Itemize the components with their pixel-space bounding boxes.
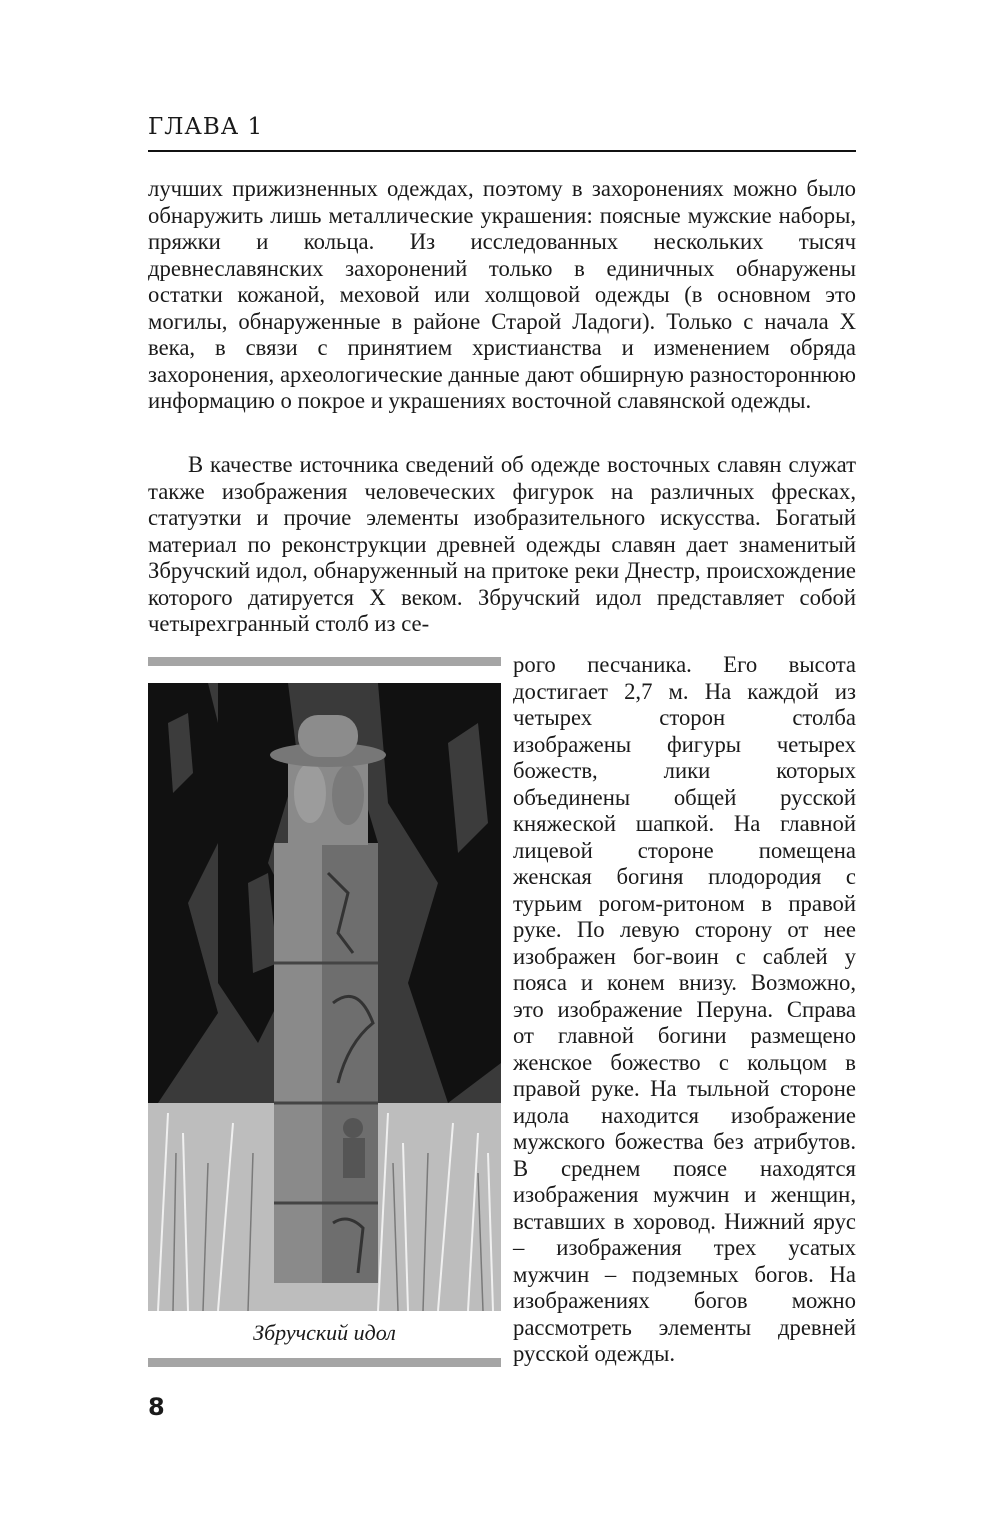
- figure-bottom-rule: [148, 1358, 501, 1367]
- idol-photo: [148, 683, 501, 1311]
- paragraph-2-continuation: рого песчаника. Его высота достигает 2,7 м. На каждой из четырех сторон столба изображены фигуры четырех божеств, лики которых объединены общей русской княжеской шапкой. На главной лицевой стороне помещена женская богиня плодородия с турьим рогом-ритоном в правой руке. По левую сторону от нее изображен бог-воин с саблей у пояса и конем внизу. Возможно, это изображение Перуна. Справа от главной богини размещено женское божество с кольцом в правой руке. На тыльной стороне идола находится изображение мужского божества без атрибутов. В среднем поясе находятся изображения мужчин и женщин, вставших в хоровод. Нижний ярус – изображения трех усатых мужчин – подземных богов. На изображениях богов можно рассмотреть элементы древней русской одежды.: [513, 652, 856, 1366]
- paragraph-1: лучших прижизненных одеждах, поэтому в захоронениях можно было обнаружить лишь металлические украшения: поясные мужские наборы, пряжки и кольца. Из исследованных нескольких тысяч древнеславянских захоронений только в единичных обнаружены остатки кожаной, меховой или холщовой одежды (в основном это могилы, обнаруженные в районе Старой Ладоги). Только с начала X века, в связи с принятием христианства и изменением обряда захоронения, археологические данные дают обширную разностороннюю информацию о покрое и украшениях восточной славянской одежды.: [148, 176, 856, 413]
- chapter-header: ГЛАВА 1: [148, 114, 856, 152]
- page-number: 8: [148, 1393, 165, 1421]
- figure-caption: Збручский идол: [253, 1320, 396, 1345]
- paragraph-2: В качестве источника сведений об одежде восточных славян служат также изображения человеческих фигурок на различных фресках, статуэтки и прочие элементы изобразительного искусства. Богатый материал по реконструкции древней одежды славян дает знаменитый Збручский идол, обнаруженный на притоке реки Днестр, происхождение которого датируется X веком. Збручский идол представляет собой четырехгранный столб из се-: [148, 452, 856, 636]
- figure-top-rule: [148, 657, 501, 666]
